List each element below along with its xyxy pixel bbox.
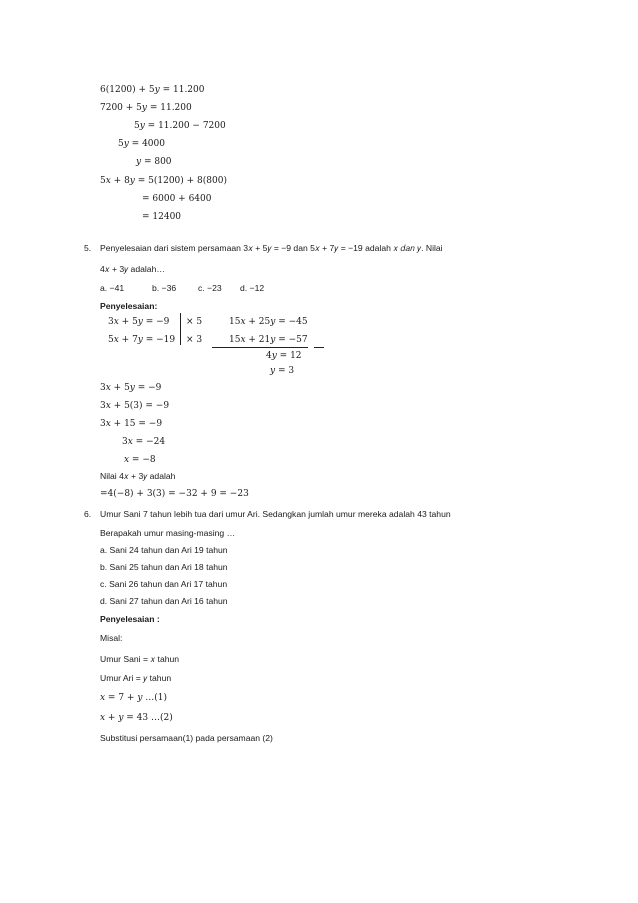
option-item: b. Sani 25 tahun dan Ari 18 tahun (100, 562, 228, 572)
subtraction-line (212, 347, 308, 348)
step-line: 3𝑥 = −24 (122, 437, 166, 447)
option-item: c. Sani 26 tahun dan Ari 17 tahun (100, 579, 228, 589)
equation-2: 5𝑥 + 7𝑦 = −19 (108, 335, 176, 345)
multiplier-2: × 3 (186, 335, 203, 345)
solution-line: Umur Sani = 𝑥 tahun (100, 654, 180, 664)
work-line: 5𝑥 + 8𝑦 = 5(1200) + 8(800) (100, 176, 227, 186)
multiplier-1: × 5 (186, 317, 203, 327)
solution-line: Umur Ari = 𝑦 tahun (100, 673, 172, 683)
option-item: c. −23 (198, 283, 222, 293)
work-line: = 6000 + 6400 (142, 194, 212, 204)
question-text: Berapakah umur masing-masing … (100, 528, 236, 538)
question-number: 6. (84, 509, 92, 519)
solution-line: 𝑥 = 7 + 𝑦 …(1) (100, 693, 168, 703)
question-text: 4𝑥 + 3𝑦 adalah… (100, 264, 165, 274)
work-line: 𝑦 = 800 (136, 157, 172, 167)
option-item: b. −36 (152, 283, 177, 293)
divider-line (180, 313, 181, 345)
question-text: Umur Sani 7 tahun lebih tua dari umur Ari. Sedangkan jumlah umur mereka adalah 43 tahun (100, 509, 451, 519)
misal-label: Misal: (100, 633, 123, 643)
work-line: 7200 + 5𝑦 = 11.200 (100, 103, 192, 113)
solution-line: 𝑥 + 𝑦 = 43 …(2) (100, 713, 173, 723)
minus-mark (314, 347, 324, 348)
solution-line: Substitusi persamaan(1) pada persamaan (2) (100, 733, 273, 743)
result-line: 4𝑦 = 12 (266, 351, 302, 361)
step-line: 𝑥 = −8 (124, 455, 156, 465)
equation-1: 3𝑥 + 5𝑦 = −9 (108, 317, 170, 327)
option-item: d. Sani 27 tahun dan Ari 16 tahun (100, 596, 228, 606)
work-line: 6(1200) + 5𝑦 = 11.200 (100, 85, 205, 95)
solution-heading: Penyelesaian: (100, 301, 158, 311)
result-line: 𝑦 = 3 (270, 366, 295, 376)
option-item: a. Sani 24 tahun dan Ari 19 tahun (100, 545, 228, 555)
result-line: 15𝑥 + 25𝑦 = −45 (229, 317, 308, 327)
result-line: 15𝑥 + 21𝑦 = −57 (229, 335, 308, 345)
option-item: d. −12 (240, 283, 265, 293)
work-line: = 12400 (142, 212, 182, 222)
step-line: 3𝑥 + 15 = −9 (100, 419, 163, 429)
question-number: 5. (84, 243, 92, 253)
solution-heading: Penyelesaian : (100, 614, 160, 624)
final-value: =4(−8) + 3(3) = −32 + 9 = −23 (100, 489, 249, 499)
step-line: 3𝑥 + 5(3) = −9 (100, 401, 170, 411)
final-label: Nilai 4𝑥 + 3𝑦 adalah (100, 471, 176, 481)
work-line: 5𝑦 = 11.200 − 7200 (134, 121, 226, 131)
step-line: 3𝑥 + 5𝑦 = −9 (100, 383, 162, 393)
work-line: 5𝑦 = 4000 (118, 139, 165, 149)
option-item: a. −41 (100, 283, 125, 293)
question-text: Penyelesaian dari sistem persamaan 3𝑥 + 5𝑦 = −9 dan 5𝑥 + 7𝑦 = −19 adalah 𝑥 𝑑𝑎𝑛 𝑦. Nilai (100, 243, 443, 253)
